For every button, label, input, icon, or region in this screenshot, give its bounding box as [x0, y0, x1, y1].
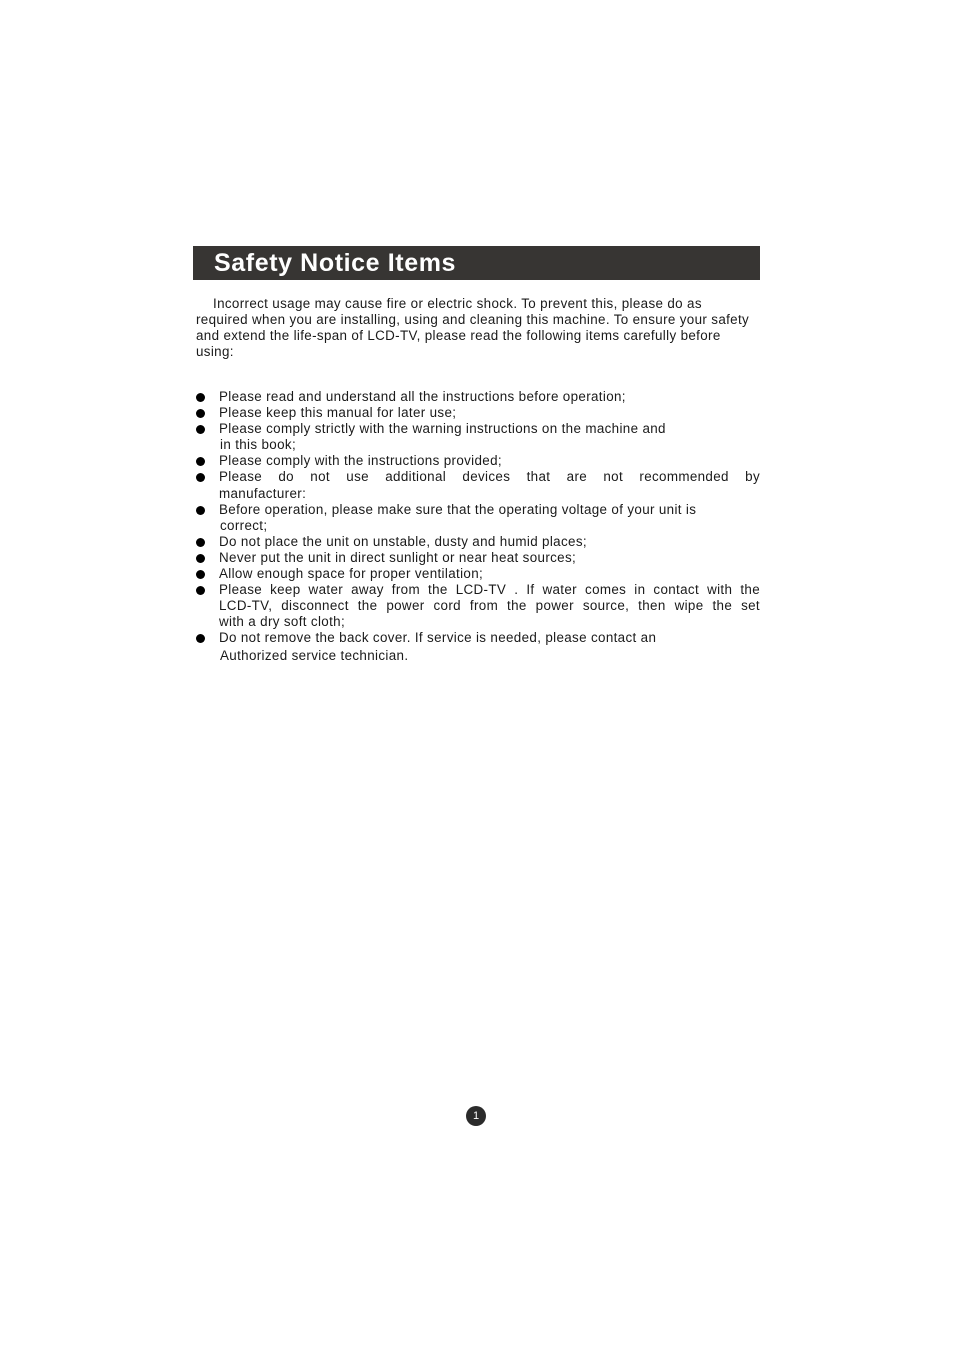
list-item-text: Before operation, please make sure that the operating voltage of your unit is: [219, 501, 697, 517]
bullet-icon: [196, 425, 205, 434]
bullet-icon: [196, 457, 205, 466]
list-item-text-continued: correct;: [220, 517, 268, 533]
list-item: [196, 453, 760, 469]
list-item: [196, 405, 760, 421]
list-item-text: Please do not use additional devices that are not recommended by: [219, 469, 760, 485]
list-item-text-continued: in this book;: [220, 437, 297, 453]
list-item-text-continued: with a dry soft cloth;: [219, 614, 346, 630]
intro-paragraph: Incorrect usage may cause fire or electric shock. To prevent this, please do as required when you are installing, using and cleaning this machine. To ensure your safety and extend the life-span of LCD-TV, please read the following items carefully before using:: [196, 296, 750, 359]
list-item: [196, 582, 760, 630]
list-item: [196, 389, 760, 405]
list-item-text: Allow enough space for proper ventilation;: [219, 566, 484, 582]
list-item-text: Do not remove the back cover. If service is needed, please contact an: [219, 630, 657, 646]
list-item-text-continued: manufacturer:: [219, 485, 307, 501]
list-item: [196, 421, 760, 453]
safety-list: [196, 389, 760, 664]
list-item: [196, 502, 760, 534]
list-item-text: Please read and understand all the instructions before operation;: [219, 389, 626, 404]
list-item: [196, 550, 760, 566]
bullet-icon: [196, 393, 205, 402]
list-item-text: Do not place the unit on unstable, dusty and humid places;: [219, 533, 587, 549]
bullet-icon: [196, 473, 205, 482]
list-item: [196, 566, 760, 582]
bullet-icon: [196, 506, 205, 515]
list-item-text: Please keep water away from the LCD-TV . If water comes in contact with the: [219, 582, 760, 598]
bullet-icon: [196, 634, 205, 643]
bullet-icon: [196, 554, 205, 563]
list-item-text: Please comply strictly with the warning instructions on the machine and: [219, 421, 666, 437]
list-item: [196, 469, 760, 501]
section-title-bar: [193, 246, 760, 280]
page-title: Safety Notice Items: [214, 248, 457, 277]
list-item-text: Please comply with the instructions provided;: [219, 453, 502, 469]
page-number-badge: 1: [466, 1106, 486, 1126]
list-item-text-continued: LCD-TV, disconnect the power cord from the power source, then wipe the set: [219, 598, 760, 614]
bullet-icon: [196, 570, 205, 579]
bullet-icon: [196, 586, 205, 595]
bullet-icon: [196, 538, 205, 547]
list-item-text: Never put the unit in direct sunlight or near heat sources;: [219, 549, 577, 565]
list-item: [196, 534, 760, 550]
list-item: [196, 630, 760, 663]
list-item-text-continued: Authorized service technician.: [220, 647, 409, 663]
list-item-text: Please keep this manual for later use;: [219, 405, 457, 421]
bullet-icon: [196, 409, 205, 418]
